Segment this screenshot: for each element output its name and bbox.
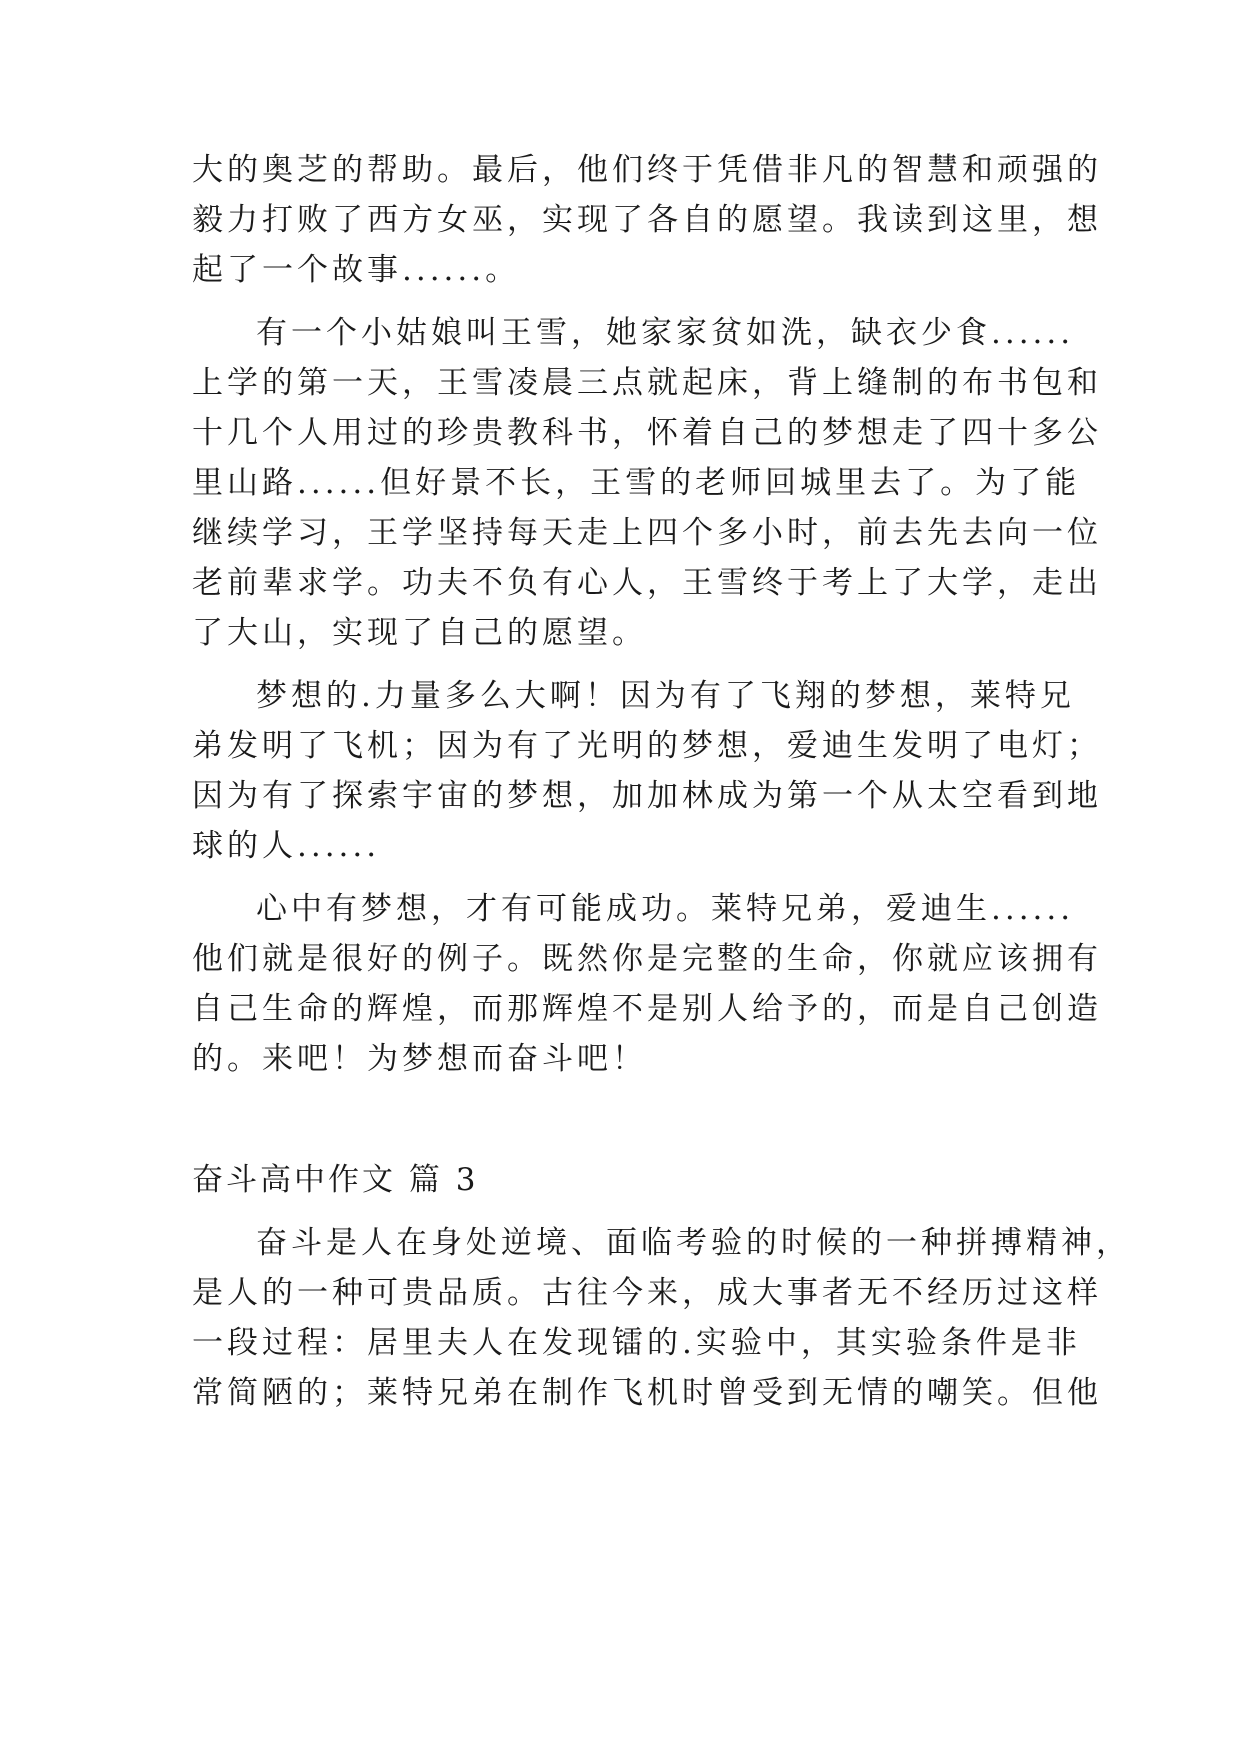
text-line: 里山路......但好景不长，王雪的老师回城里去了。为了能	[192, 465, 1081, 501]
paragraph-first-line: 梦想的.力量多么大啊！因为有了飞翔的梦想，莱特兄	[256, 678, 1075, 714]
text-line: 上学的第一天，王雪凌晨三点就起床，背上缝制的布书包和	[192, 365, 1102, 401]
text-line: 老前辈求学。功夫不负有心人，王雪终于考上了大学，走出	[192, 565, 1102, 601]
paragraph-first-line: 有一个小姑娘叫王雪，她家家贫如洗，缺衣少食......	[256, 315, 1075, 351]
text-line: 弟发明了飞机；因为有了光明的梦想，爱迪生发明了电灯；	[192, 728, 1102, 764]
text-line: 毅力打败了西方女巫，实现了各自的愿望。我读到这里，想	[192, 202, 1102, 238]
text-line: 因为有了探索宇宙的梦想，加加林成为第一个从太空看到地	[192, 778, 1102, 814]
text-line: 一段过程：居里夫人在发现镭的.实验中，其实验条件是非	[192, 1325, 1081, 1361]
text-line: 了大山，实现了自己的愿望。	[192, 615, 647, 651]
text-line: 继续学习，王学坚持每天走上四个多小时，前去先去向一位	[192, 515, 1102, 551]
text-line: 是人的一种可贵品质。古往今来，成大事者无不经历过这样	[192, 1275, 1102, 1311]
text-line: 起了一个故事......。	[192, 252, 521, 288]
text-line: 他们就是很好的例子。既然你是完整的生命，你就应该拥有	[192, 941, 1102, 977]
text-line: 十几个人用过的珍贵教科书，怀着自己的梦想走了四十多公	[192, 415, 1102, 451]
text-line: 大的奥芝的帮助。最后，他们终于凭借非凡的智慧和顽强的	[192, 152, 1102, 188]
text-line: 的。来吧！为梦想而奋斗吧！	[192, 1041, 647, 1077]
section-heading: 奋斗高中作文 篇 3	[192, 1162, 479, 1198]
paragraph-first-line: 奋斗是人在身处逆境、面临考验的时候的一种拼搏精神，	[256, 1225, 1131, 1261]
paragraph-first-line: 心中有梦想，才有可能成功。莱特兄弟，爱迪生......	[256, 891, 1075, 927]
text-line: 自己生命的辉煌，而那辉煌不是别人给予的，而是自己创造	[192, 991, 1102, 1027]
text-line: 球的人......	[192, 828, 381, 864]
text-line: 常简陋的；莱特兄弟在制作飞机时曾受到无情的嘲笑。但他	[192, 1375, 1102, 1411]
